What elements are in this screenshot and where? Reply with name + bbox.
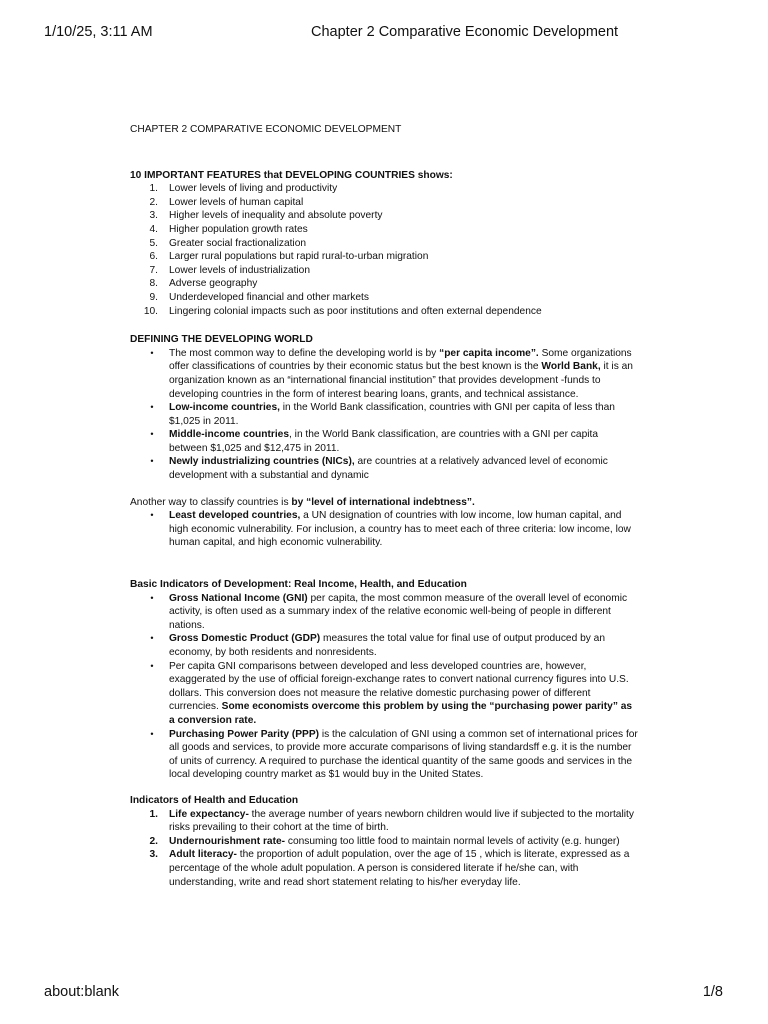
print-header-title: Chapter 2 Comparative Economic Development xyxy=(311,24,619,40)
list-item: 4. Higher population growth rates xyxy=(149,223,308,235)
list-item: 1. Lower levels of living and productivity xyxy=(149,183,338,195)
list-item: 2. Undernourishment rate- consuming too little food to maintain normal levels of activity (e.g. hunger) xyxy=(149,835,620,847)
basic-indicators-list xyxy=(130,592,638,782)
document-body xyxy=(130,123,638,889)
list-item: 3. Adult literacy- the proportion of adult population, over the age of 15 , which is literate, expressed as a percentage of the whole adult population. A person is considered literate if he/she can, with understanding, write and read short statement relating to his/her everyday life. xyxy=(149,849,630,888)
list-item: • Gross Domestic Product (GDP) measures the total value for final use of output produced by an economy, by both residents and nonresidents. xyxy=(150,633,606,658)
list-item: • Newly industrializing countries (NICs), are countries at a relatively advanced level of economic development with a substantial and dynamic xyxy=(150,456,608,482)
list-item: 6. Larger rural populations but rapid rural-to-urban migration xyxy=(149,251,429,263)
document-title: CHAPTER 2 COMPARATIVE ECONOMIC DEVELOPMENT xyxy=(130,124,402,135)
list-item: • Low-income countries, in the World Bank classification, countries with GNI per capita of less than $1,025 in 2011. xyxy=(150,402,615,427)
print-footer-url: about:blank xyxy=(44,984,119,1000)
print-header-datetime: 1/10/25, 3:11 AM xyxy=(44,24,153,40)
list-item: • Middle-income countries, in the World Bank classification, are countries with a GNI per capita between $1,025 and $12,475 in 2011. xyxy=(150,429,598,454)
defining-list xyxy=(130,347,638,483)
health-education-heading: Indicators of Health and Education xyxy=(130,794,299,806)
basic-indicators-heading: Basic Indicators of Development: Real Income, Health, and Education xyxy=(130,579,467,591)
list-item: 7. Lower levels of industrialization xyxy=(149,264,310,276)
list-item: • The most common way to define the developing world is by “per capita income”. Some organizations offer classifications of countries by their economic status but the best known is the World Bank, it is an organization known as an “international financial institution” that provides development -funds to developing countries in the form of interest bearing loans, grants, and technical assistance. xyxy=(150,347,633,400)
list-item: • Purchasing Power Parity (PPP) is the calculation of GNI using a common set of international prices for all goods and services, to provide more accurate comparisons of living standardsff e.g. it is the number of units of currency. A required to purchase the identical quantity of the same goods and services in the local developing country market as $1 would buy in the United States. xyxy=(150,728,638,781)
list-item: 10. Lingering colonial impacts such as poor institutions and often external dependence xyxy=(143,305,542,317)
print-footer-page-number: 1/8 xyxy=(702,984,723,1000)
health-education-list xyxy=(130,808,638,890)
list-item: 2. Lower levels of human capital xyxy=(149,196,304,208)
list-item: • Gross National Income (GNI) per capita, the most common measure of the overall level of economic activity, is often used as a summary index of the relative economic well-being of people in different nations. xyxy=(150,592,628,631)
list-item: 3. Higher levels of inequality and absolute poverty xyxy=(149,210,383,222)
list-item: • Least developed countries, a UN designation of countries with low income, low human capital, and high economic vulnerability. For inclusion, a country has to meet each of three criteria: low income, low human capital, and high economic vulnerability. xyxy=(150,510,631,549)
list-item: 8. Adverse geography xyxy=(149,278,258,290)
another-way-paragraph: Another way to classify countries is by “level of international indebtness”. xyxy=(130,496,475,508)
list-item: 9. Underdeveloped financial and other markets xyxy=(149,291,369,303)
ldc-list xyxy=(130,509,638,550)
list-item: 1. Life expectancy- the average number of years newborn children would live if subjected to the mortality risks prevailing to their cohort at the time of birth. xyxy=(149,808,634,834)
list-item: 5. Greater social fractionalization xyxy=(149,237,307,249)
features-list xyxy=(130,182,638,318)
features-heading: 10 IMPORTANT FEATURES that DEVELOPING COUNTRIES shows: xyxy=(130,169,453,181)
list-item: • Per capita GNI comparisons between developed and less developed countries are, however, exaggerated by the use of official foreign-exchange rates to convert national currency figures into U.S. dollars. This conversion does not measure the relative domestic purchasing power of different currencies. Some economists overcome this problem by using the “purchasing power parity” as a conversion rate. xyxy=(150,660,633,726)
defining-heading: DEFINING THE DEVELOPING WORLD xyxy=(130,334,313,346)
